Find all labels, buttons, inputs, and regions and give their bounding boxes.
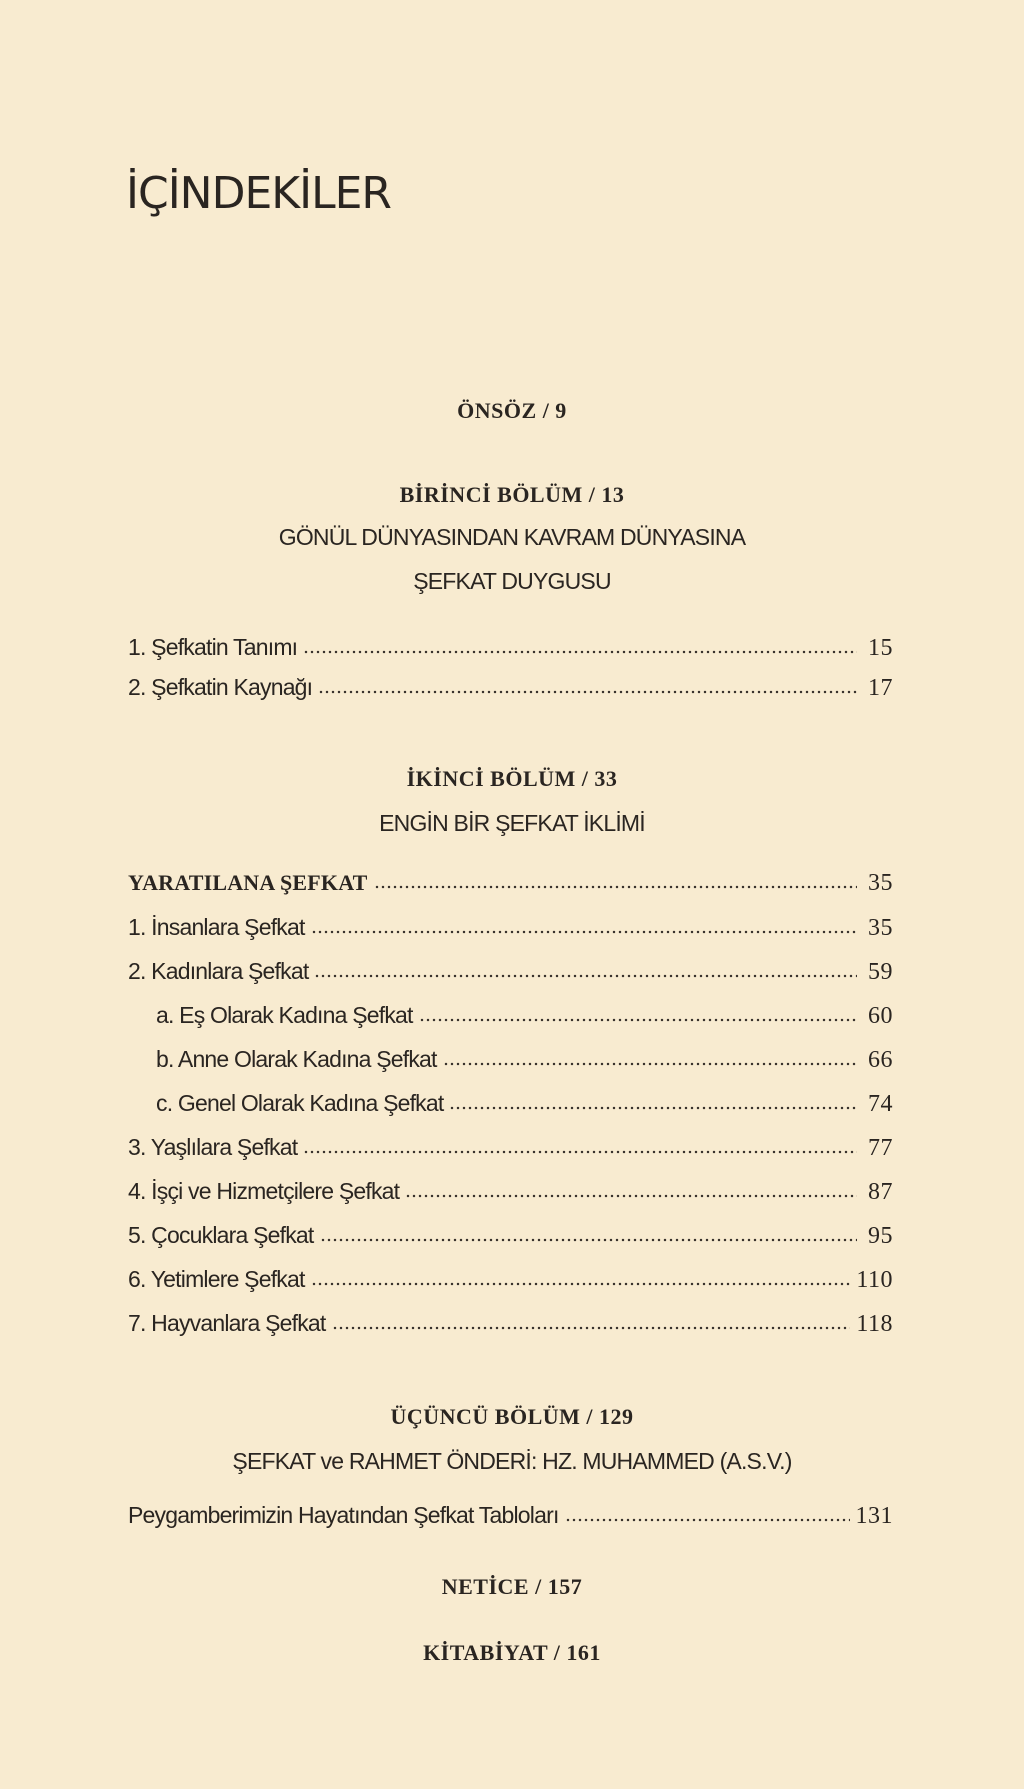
toc-entry: [128, 870, 893, 902]
toc-entry: [156, 1002, 893, 1034]
entry-page: 17: [868, 675, 893, 701]
toc-entry: [128, 1178, 893, 1210]
bolum2-heading: İKİNCİ BÖLÜM / 33: [406, 766, 618, 791]
toc-entry: [128, 1134, 893, 1166]
dot-leader: [303, 1135, 857, 1155]
dot-leader: [314, 959, 857, 979]
dot-leader: [332, 1311, 851, 1331]
entry-page: 66: [868, 1047, 893, 1073]
entry-page: 95: [868, 1223, 893, 1249]
bolum2-subtitle: ENGİN BİR ŞEFKAT İKLİMİ: [379, 810, 645, 836]
dot-leader: [405, 1179, 857, 1199]
entry-label: 3. Yaşlılara Şefkat: [128, 1134, 298, 1160]
entry-label: 2. Şefkatin Kaynağı: [128, 674, 313, 700]
toc-entry: [128, 1266, 893, 1298]
entry-label: c. Genel Olarak Kadına Şefkat: [156, 1090, 444, 1116]
entry-label: b. Anne Olarak Kadına Şefkat: [156, 1046, 437, 1072]
dot-leader: [320, 1223, 857, 1243]
entry-page: 59: [868, 959, 893, 985]
entry-page: 118: [856, 1311, 893, 1337]
entry-label: 5. Çocuklara Şefkat: [128, 1222, 314, 1248]
toc-entry: [128, 1502, 893, 1534]
toc-entry: [128, 958, 893, 990]
bolum1-subtitle-1: GÖNÜL DÜNYASINDAN KAVRAM DÜNYASINA: [278, 524, 746, 550]
entry-page: 77: [868, 1135, 893, 1161]
dot-leader: [311, 1267, 851, 1287]
entry-page: 35: [868, 915, 893, 941]
entry-page: 131: [855, 1503, 893, 1529]
toc-entry: [128, 914, 893, 946]
bolum1-heading: BİRİNCİ BÖLÜM / 13: [399, 482, 625, 507]
bolum1-subtitle-2: ŞEFKAT DUYGUSU: [413, 568, 611, 594]
kitabiyat-heading: KİTABİYAT / 161: [423, 1640, 601, 1665]
dot-leader: [419, 1003, 857, 1023]
entry-label: 1. Şefkatin Tanımı: [128, 634, 298, 660]
entry-page: 74: [868, 1091, 893, 1117]
dot-leader: [449, 1091, 857, 1111]
bolum3-subtitle: ŞEFKAT ve RAHMET ÖNDERİ: HZ. MUHAMMED (A.S.V.): [232, 1448, 792, 1474]
entry-page: 15: [868, 635, 893, 661]
netice-heading: NETİCE / 157: [441, 1574, 583, 1599]
entry-page: 60: [868, 1003, 893, 1029]
dot-leader: [374, 870, 857, 890]
entry-label: 4. İşçi ve Hizmetçilere Şefkat: [128, 1178, 400, 1204]
entry-label: 1. İnsanlara Şefkat: [128, 914, 305, 940]
toc-entry: [128, 1222, 893, 1254]
toc-entry: [156, 1046, 893, 1078]
toc-entry: [128, 634, 893, 666]
entry-label: YARATILANA ŞEFKAT: [128, 870, 368, 895]
dot-leader: [318, 675, 857, 695]
dot-leader: [311, 915, 857, 935]
page-title: İÇİNDEKİLER: [126, 168, 391, 219]
dot-leader: [443, 1047, 857, 1067]
entry-label: 6. Yetimlere Şefkat: [128, 1266, 305, 1292]
entry-label: Peygamberimizin Hayatından Şefkat Tabloları: [128, 1502, 559, 1528]
dot-leader: [565, 1503, 850, 1523]
dot-leader: [303, 635, 857, 655]
onsoz-heading: ÖNSÖZ / 9: [457, 398, 567, 423]
toc-entry: [156, 1090, 893, 1122]
entry-page: 35: [868, 870, 893, 896]
toc-entry: [128, 674, 893, 706]
bolum3-heading: ÜÇÜNCÜ BÖLÜM / 129: [390, 1404, 634, 1429]
entry-page: 87: [868, 1179, 893, 1205]
entry-page: 110: [856, 1267, 893, 1293]
toc-entry: [128, 1310, 893, 1342]
entry-label: 2. Kadınlara Şefkat: [128, 958, 309, 984]
entry-label: 7. Hayvanlara Şefkat: [128, 1310, 326, 1336]
entry-label: a. Eş Olarak Kadına Şefkat: [156, 1002, 413, 1028]
